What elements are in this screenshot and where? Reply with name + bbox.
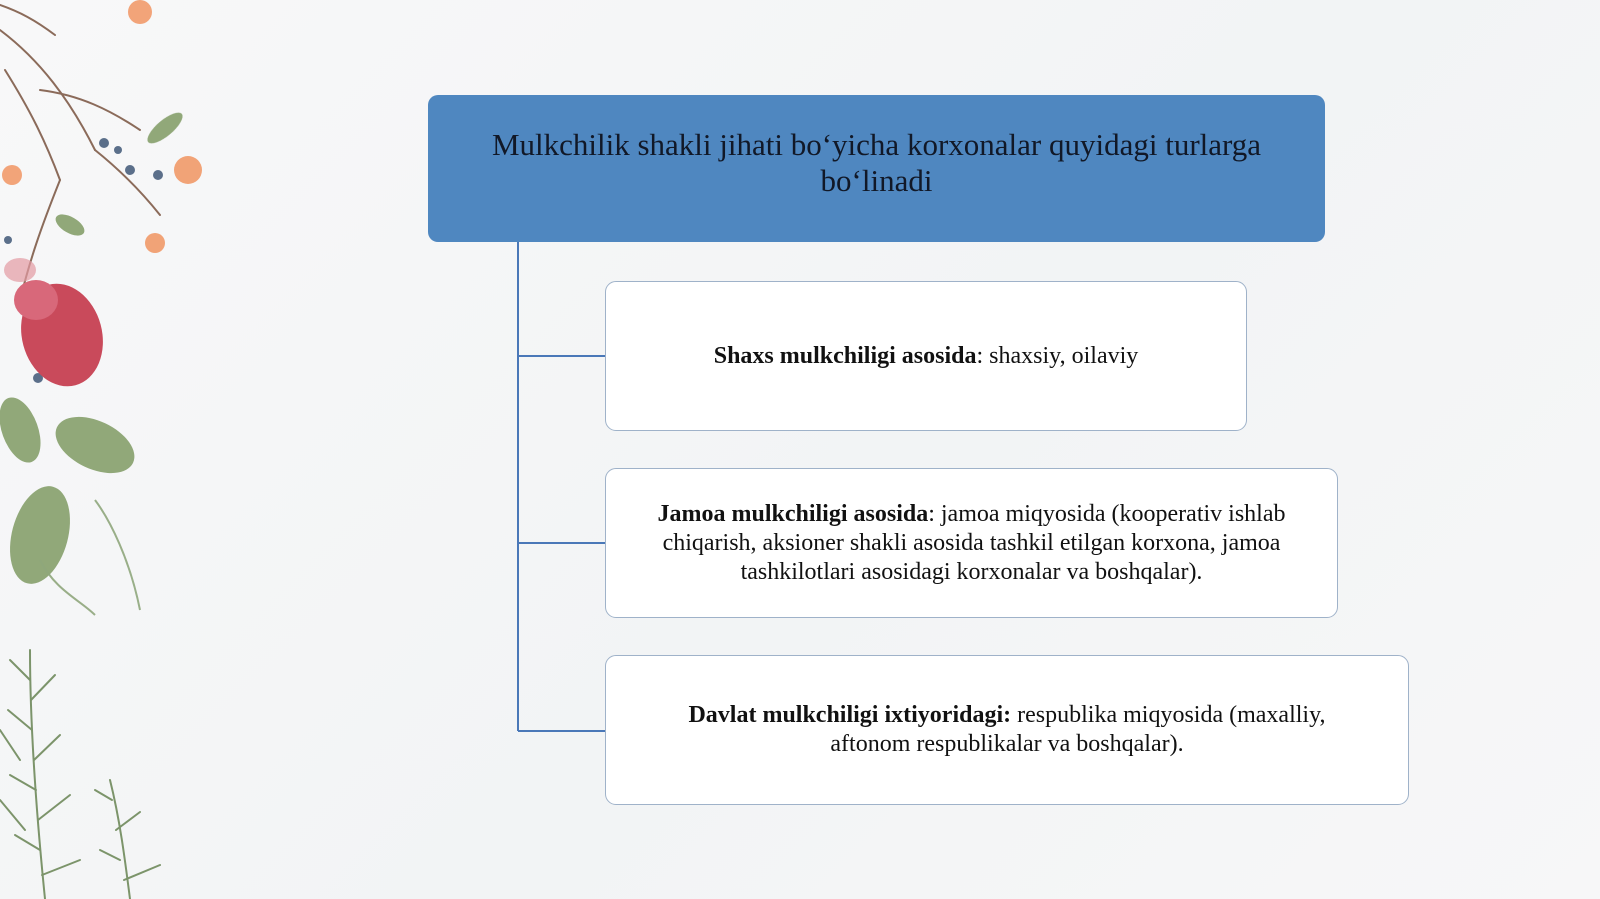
- node-jamoa-mulkchiligi: [605, 468, 1338, 618]
- node-davlat-mulkchiligi: [605, 655, 1409, 805]
- node-3-content: [614, 701, 1400, 759]
- node-1-content: [714, 342, 1139, 371]
- node-3-text: respublika miqyosida (maxalliy, aftonom respublikalar va boshqalar).: [830, 702, 1326, 757]
- node-1-text: : shaxsiy, oilaviy: [976, 342, 1139, 369]
- diagram-title: Mulkchilik shakli jihati bo‘yicha korxonalar quyidagi turlarga bo‘linadi: [491, 126, 1262, 198]
- node-shaxs-mulkchiligi: [605, 281, 1247, 431]
- node-2-text: : jamoa miqyosida (kooperativ ishlab chiqarish, aksioner shakli asosida tashkil etilgan korxona, jamoa tashkilotlari asosidagi korxonalar va boshqalar).: [662, 500, 1286, 585]
- diagram-title-box: [428, 95, 1325, 242]
- node-2-heading: Jamoa mulkchiligi asosida: [657, 500, 929, 527]
- node-3-heading: Davlat mulkchiligi ixtiyoridagi:: [688, 702, 1012, 728]
- node-1-heading: Shaxs mulkchiligi asosida: [713, 342, 977, 369]
- node-2-content: [614, 500, 1329, 587]
